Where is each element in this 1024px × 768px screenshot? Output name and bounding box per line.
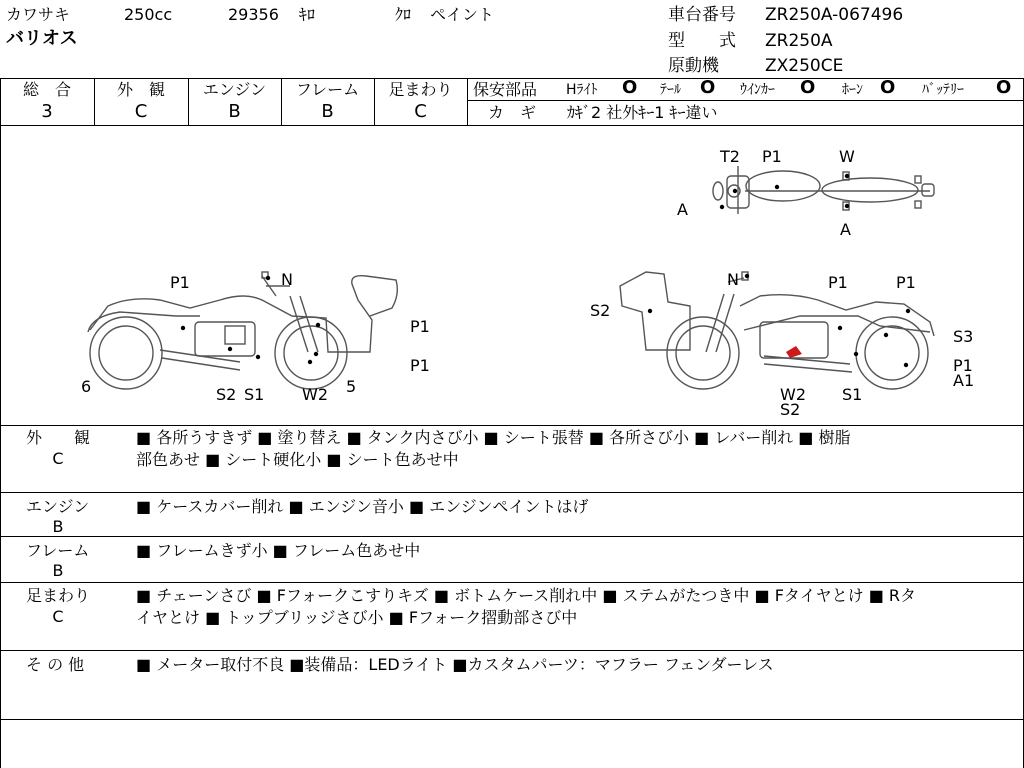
model-name: バリオス: [6, 28, 78, 49]
right-label-n: N: [727, 270, 739, 289]
safety-battery: ﾊﾞｯﾃﾘｰ: [922, 82, 964, 98]
detail-exterior-line-1: ■ 各所うすきず ■ 塗り替え ■ タンク内さび小 ■ シート張替 ■ 各所さび小 ■ レバー削れ ■ 樹脂: [136, 428, 851, 447]
right-label-p1-tail: P1: [896, 273, 916, 292]
top-label-a-bottom: A: [840, 220, 851, 239]
detail-suspension-grade: C: [52, 607, 64, 626]
frame-no: ZR250A-067496: [765, 5, 904, 25]
left-label-5: 5: [346, 377, 357, 396]
engine-label: 原動機: [668, 56, 719, 76]
right-label-s2: S2: [590, 301, 611, 320]
grade-suspension-label: 足まわり: [388, 80, 453, 99]
detail-suspension-label: 足まわり: [26, 586, 91, 605]
grade-overall-label: 総 合: [22, 80, 71, 99]
displacement: 250cc: [124, 5, 173, 24]
paint-label: ペイント: [430, 5, 495, 24]
key-value: ｶｷﾞ2 社外ｷｰ1 ｷｰ違い: [567, 103, 718, 122]
mileage: 29356: [228, 5, 279, 24]
engine-value: ZX250CE: [765, 56, 844, 76]
safety-tail-status: O: [700, 77, 716, 98]
top-label-a-left: A: [677, 200, 688, 219]
grade-frame-value: B: [321, 101, 334, 122]
key-label: カ ギ: [488, 103, 537, 122]
top-view-drawing: [713, 166, 934, 214]
detail-exterior-line-2: 部色あせ ■ シート硬化小 ■ シート色あせ中: [136, 450, 459, 469]
detail-frame-grade: B: [52, 561, 64, 580]
type-value: ZR250A: [765, 31, 833, 51]
safety-battery-status: O: [996, 77, 1012, 98]
rule-details-bottom: [0, 719, 1024, 720]
detail-engine-grade: B: [52, 517, 64, 536]
grade-engine-label: エンジン: [202, 80, 267, 99]
right-label-w2: W2: [780, 385, 806, 404]
detail-frame-label: フレーム: [26, 541, 90, 560]
grade-exterior-label: 外 観: [116, 80, 165, 99]
rule-details: [0, 582, 1024, 583]
left-label-6: 6: [81, 377, 92, 396]
left-label-s2: S2: [216, 385, 237, 404]
right-label-s2b: S2: [780, 400, 801, 419]
detail-suspension-line-2: イヤとけ ■ トップブリッジさび小 ■ Fフォーク摺動部さび中: [136, 608, 578, 627]
left-label-w2: W2: [302, 385, 328, 404]
detail-frame-line-1: ■ フレームきず小 ■ フレーム色あせ中: [136, 541, 421, 560]
border-left: [0, 78, 1, 768]
type-label: 型 式: [668, 31, 736, 51]
right-label-s1: S1: [842, 385, 863, 404]
frame-no-label: 車台番号: [668, 5, 736, 25]
right-side-drawing: [620, 272, 934, 389]
top-label-w: W: [839, 147, 855, 166]
left-label-p1-box: P1: [410, 317, 430, 336]
detail-other-label: そ の 他: [26, 655, 85, 674]
grade-frame-label: フレーム: [295, 80, 360, 99]
right-label-p1-tank: P1: [828, 273, 848, 292]
left-label-n: N: [281, 270, 293, 289]
top-label-p1: P1: [762, 147, 782, 166]
red-damage-marker: [786, 346, 802, 358]
safety-headlight-status: O: [622, 77, 638, 98]
right-label-p1-wheel: P1: [953, 356, 973, 375]
rule-details: [0, 492, 1024, 493]
rule-details: [0, 536, 1024, 537]
right-label-a1: A1: [953, 371, 975, 390]
safety-winker: ｳｲﾝｶｰ: [740, 82, 775, 98]
grade-engine-value: B: [228, 101, 241, 122]
grade-suspension-value: C: [414, 101, 427, 122]
safety-winker-status: O: [800, 77, 816, 98]
grade-exterior-value: C: [134, 101, 148, 122]
detail-other-line-1: ■ メーター取付不良 ■装備品：LEDライト ■カスタムパーツ：マフラー フェンダーレス: [136, 655, 774, 674]
left-label-p1-wheel: P1: [410, 356, 430, 375]
safety-horn: ﾎｰﾝ: [842, 82, 863, 98]
right-label-s3: S3: [953, 327, 974, 346]
color: ｸﾛ: [395, 5, 412, 24]
rule-details-top: [0, 425, 1024, 426]
detail-engine-line-1: ■ ケースカバー削れ ■ エンジン音小 ■ エンジンペイントはげ: [136, 497, 589, 516]
rule-details: [0, 650, 1024, 651]
top-label-t2: T2: [720, 147, 740, 166]
left-label-p1-tank: P1: [170, 273, 190, 292]
maker: カワサキ: [6, 5, 71, 24]
detail-exterior-grade: C: [52, 449, 64, 468]
detail-exterior-label: 外 観: [26, 428, 91, 447]
left-side-drawing: [88, 272, 397, 389]
safety-label: 保安部品: [473, 80, 538, 99]
mileage-unit: ｷﾛ: [299, 5, 316, 24]
grade-overall-value: 3: [41, 101, 53, 122]
detail-suspension-line-1: ■ チェーンさび ■ Fフォークこすりキズ ■ ボトムケース削れ中 ■ ステムがたつき中 ■ Fタイヤとけ ■ Rタ: [136, 586, 917, 605]
safety-horn-status: O: [880, 77, 896, 98]
safety-tail: ﾃｰﾙ: [660, 82, 681, 98]
safety-headlight: Hﾗｲﾄ: [566, 82, 598, 98]
detail-engine-label: エンジン: [26, 497, 90, 516]
left-label-s1: S1: [244, 385, 265, 404]
